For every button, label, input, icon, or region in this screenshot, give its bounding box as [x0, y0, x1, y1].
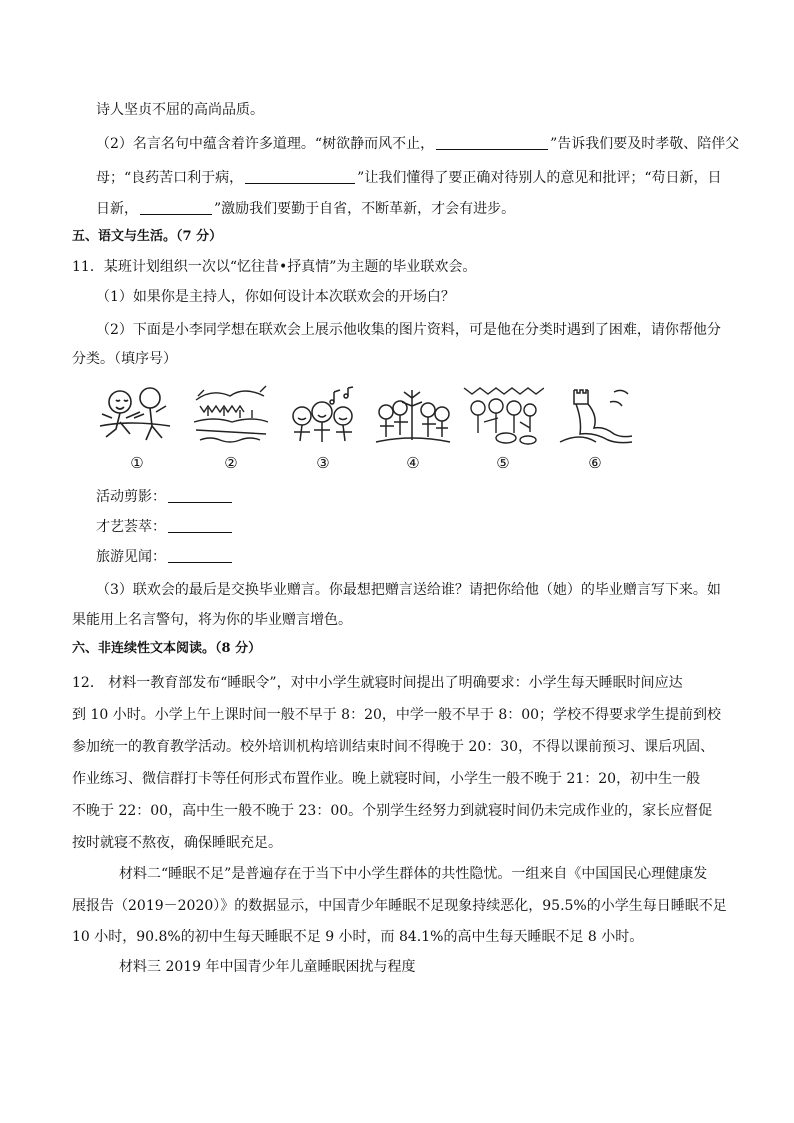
question-11-stem: 11．某班计划组织一次以“忆往昔•抒真情”为主题的毕业联欢会。 — [72, 259, 477, 275]
answer-blank[interactable] — [168, 518, 232, 533]
question-12-line: 作业练习、微信群打卡等任何形式布置作业。晚上就寝时间，小学生一般不晚于 21：20，初中生一般 — [72, 771, 701, 787]
picture-item — [282, 382, 364, 478]
question-10-2-line: 母；“良药苦口利于病， ”让我们懂得了要正确对待别人的意见和批评；“苟日新，日 — [96, 170, 722, 186]
picture-item — [554, 382, 636, 478]
picture-number: ⑤ — [496, 454, 510, 472]
answer-blank[interactable] — [245, 169, 355, 184]
question-12-line: 不晚于 22：00，高中生一般不晚于 23：00。个别学生经努力到就寝时间仍未完成作业的，家长应督促 — [72, 803, 713, 819]
question-12-line: 12． 材料一教育部发布“睡眠令”，对中小学生就寝时间提出了明确要求：小学生每天睡眠时间应达 — [72, 675, 683, 691]
category-line: 才艺荟萃： — [96, 517, 234, 537]
picture-number: ⑥ — [588, 454, 602, 472]
singing-kids-icon — [282, 382, 364, 452]
answer-blank[interactable] — [168, 548, 232, 563]
text-line: 诗人坚贞不屈的高尚品质。 — [96, 102, 264, 118]
picture-number: ④ — [406, 454, 420, 472]
answer-blank[interactable] — [436, 135, 548, 150]
picture-row — [96, 382, 648, 478]
question-12-line: 按时就寝不熬夜，确保睡眠充足。 — [72, 835, 282, 851]
picture-number: ② — [224, 454, 238, 472]
picture-item — [96, 382, 178, 478]
running-kids-icon — [96, 382, 178, 452]
question-12-line: 参加统一的教育教学活动。校外培训机构培训结束时间不得晚于 20：30，不得以课前预习、课后巩固、 — [72, 739, 715, 755]
question-11-3: 果能用上名言警句，将为你的毕业赠言增色。 — [72, 612, 352, 628]
band-performance-icon — [462, 382, 544, 452]
material-2-line: 10 小时，90.8%的初中生每天睡眠不足 9 小时，而 84.1%的高中生每天睡眠不足 8 小时。 — [72, 929, 644, 945]
question-10-2-line: 日新， ”激励我们要勤于自省，不断革新，才会有进步。 — [96, 201, 516, 217]
answer-blank[interactable] — [168, 488, 232, 503]
question-11-1: （1）如果你是主持人，你如何设计本次联欢会的开场白？ — [96, 289, 455, 305]
great-wall-icon — [554, 382, 636, 452]
picture-number: ① — [130, 454, 144, 472]
question-12-line: 到 10 小时。小学上午上课时间一般不早于 8：20，中学一般不早于 8：00；学校不得要求学生提前到校 — [72, 707, 722, 723]
picture-item — [372, 382, 454, 478]
answer-blank[interactable] — [140, 200, 212, 215]
question-11-3: （3）联欢会的最后是交换毕业赠言。你最想把赠言送给谁？请把你给他（她）的毕业赠言写下来。如 — [96, 582, 721, 598]
picture-item — [462, 382, 544, 478]
section-heading: 五、语文与生活。（7 分） — [72, 229, 223, 244]
tree-planting-icon — [372, 382, 454, 452]
material-2-line: 材料二“睡眠不足”是普遍存在于当下中小学生群体的共性隐忧。一组来自《中国国民心理健康发 — [119, 866, 708, 882]
category-line: 活动剪影： — [96, 487, 234, 507]
material-3-caption: 材料三 2019 年中国青少年儿童睡眠困扰与程度 — [119, 959, 416, 975]
question-10-2-line: （2）名言名句中蕴含着许多道理。“树欲静而风不止， ”告诉我们要及时孝敬、陪伴父 — [96, 136, 740, 152]
dragon-boat-icon — [190, 382, 272, 452]
question-11-2: 分类。（填序号） — [72, 351, 177, 367]
picture-item — [190, 382, 272, 478]
question-11-2: （2）下面是小李同学想在联欢会上展示他收集的图片资料，可是他在分类时遇到了困难，请你帮他分 — [96, 322, 721, 338]
picture-number: ③ — [316, 454, 330, 472]
material-2-line: 展报告（2019－2020）》的数据显示，中国青少年睡眠不足现象持续恶化，95.5%的小学生每日睡眠不足 — [72, 898, 727, 914]
category-line: 旅游见闻： — [96, 547, 234, 567]
section-heading: 六、非连续性文本阅读。（8 分） — [72, 641, 262, 656]
